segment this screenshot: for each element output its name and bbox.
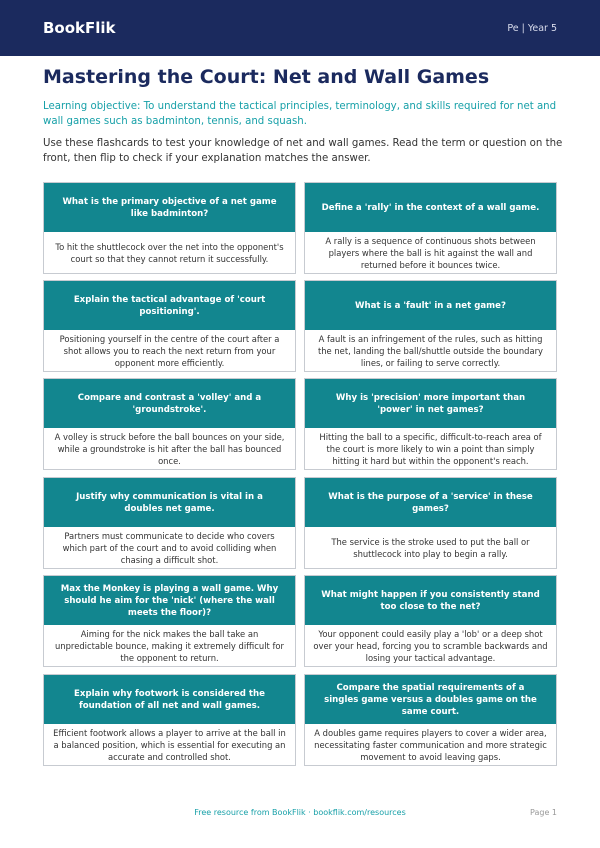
page-number: Page 1 — [530, 808, 557, 817]
flashcard[interactable] — [43, 575, 296, 667]
flashcard-back: Hitting the ball to a specific, difficult-to-reach area of the court is more likely to win a point than simply hitting it hard but within the opponent's reach. — [319, 432, 542, 466]
flashcard-front: What might happen if you consistently stand too close to the net? — [305, 576, 556, 625]
flashcard-back: A doubles game requires players to cover a wider area, necessitating faster communication and more strategic movement to avoid leaving gaps. — [314, 728, 547, 762]
flashcard[interactable] — [43, 477, 296, 569]
flashcard-back: A volley is struck before the ball bounces on your side, while a groundstroke is hit after the ball has bounced once. — [54, 432, 285, 466]
flashcard[interactable] — [304, 477, 557, 569]
flashcard-back: A fault is an infringement of the rules, such as hitting the net, landing the ball/shuttle outside the boundary lines, or failing to serve correctly. — [317, 334, 544, 368]
footer-credit[interactable]: Free resource from BookFlik · bookflik.com/resources — [194, 808, 406, 817]
flashcard[interactable] — [304, 182, 557, 274]
flashcard-front: Justify why communication is vital in a doubles net game. — [44, 478, 295, 527]
flashcard[interactable] — [43, 182, 296, 274]
flashcard-front: Why is 'precision' more important than 'power' in net games? — [305, 379, 556, 428]
flashcard-back: Efficient footwork allows a player to arrive at the ball in a balanced position, which is essential for executing an accurate and controlled shot. — [53, 728, 286, 762]
flashcard-back: Aiming for the nick makes the ball take an unpredictable bounce, making it extremely difficult for the opponent to return. — [55, 629, 284, 663]
flashcard-front: What is the primary objective of a net game like badminton? — [44, 183, 295, 232]
flashcard-front: What is a 'fault' in a net game? — [305, 281, 556, 330]
flashcard[interactable] — [43, 674, 296, 766]
flashcard[interactable] — [304, 674, 557, 766]
flashcard-back: Your opponent could easily play a 'lob' or a deep shot over your head, forcing you to scramble backwards and losing your tactical advantage. — [313, 629, 548, 663]
flashcard-front: Explain why footwork is considered the foundation of all net and wall games. — [44, 675, 295, 724]
learning-objective: Learning objective: To understand the tactical principles, terminology, and skills required for net and wall games such as badminton, tennis, and squash. — [43, 101, 557, 127]
page-title: Mastering the Court: Net and Wall Games — [43, 66, 490, 88]
flashcard[interactable] — [43, 280, 296, 372]
instructions: Use these flashcards to test your knowledge of net and wall games. Read the term or question on the front, then flip to check if your explanation matches the answer. — [43, 138, 563, 164]
flashcard-front: Compare the spatial requirements of a singles game versus a doubles game on the same court. — [305, 675, 556, 724]
flashcard-back: To hit the shuttlecock over the net into the opponent's court so that they cannot return it successfully. — [55, 242, 284, 264]
brand-logo[interactable]: BookFlik — [43, 19, 116, 37]
flashcard[interactable] — [43, 378, 296, 470]
flashcard-front: Explain the tactical advantage of 'court positioning'. — [44, 281, 295, 330]
flashcard[interactable] — [304, 575, 557, 667]
flashcard-front: What is the purpose of a 'service' in these games? — [305, 478, 556, 527]
flashcard-back: A rally is a sequence of continuous shots between players where the ball is hit against the wall and returned before it bounces twice. — [325, 236, 536, 270]
flashcard-front: Define a 'rally' in the context of a wall game. — [305, 183, 556, 232]
flashcard[interactable] — [304, 280, 557, 372]
flashcard-front: Max the Monkey is playing a wall game. Why should he aim for the 'nick' (where the wall meets the floor)? — [44, 576, 295, 625]
flashcard-back: Partners must communicate to decide who covers which part of the court and to avoid colliding when chasing a difficult shot. — [62, 531, 277, 565]
flashcard-back: The service is the stroke used to put the ball or shuttlecock into play to begin a rally. — [331, 537, 530, 559]
flashcard[interactable] — [304, 378, 557, 470]
flashcard-back: Positioning yourself in the centre of the court after a shot allows you to reach the next return from your opponent more efficiently. — [59, 334, 280, 368]
header-bar — [0, 0, 600, 56]
flashcard-front: Compare and contrast a 'volley' and a 'groundstroke'. — [44, 379, 295, 428]
subject-year-label: Pe | Year 5 — [507, 22, 557, 34]
